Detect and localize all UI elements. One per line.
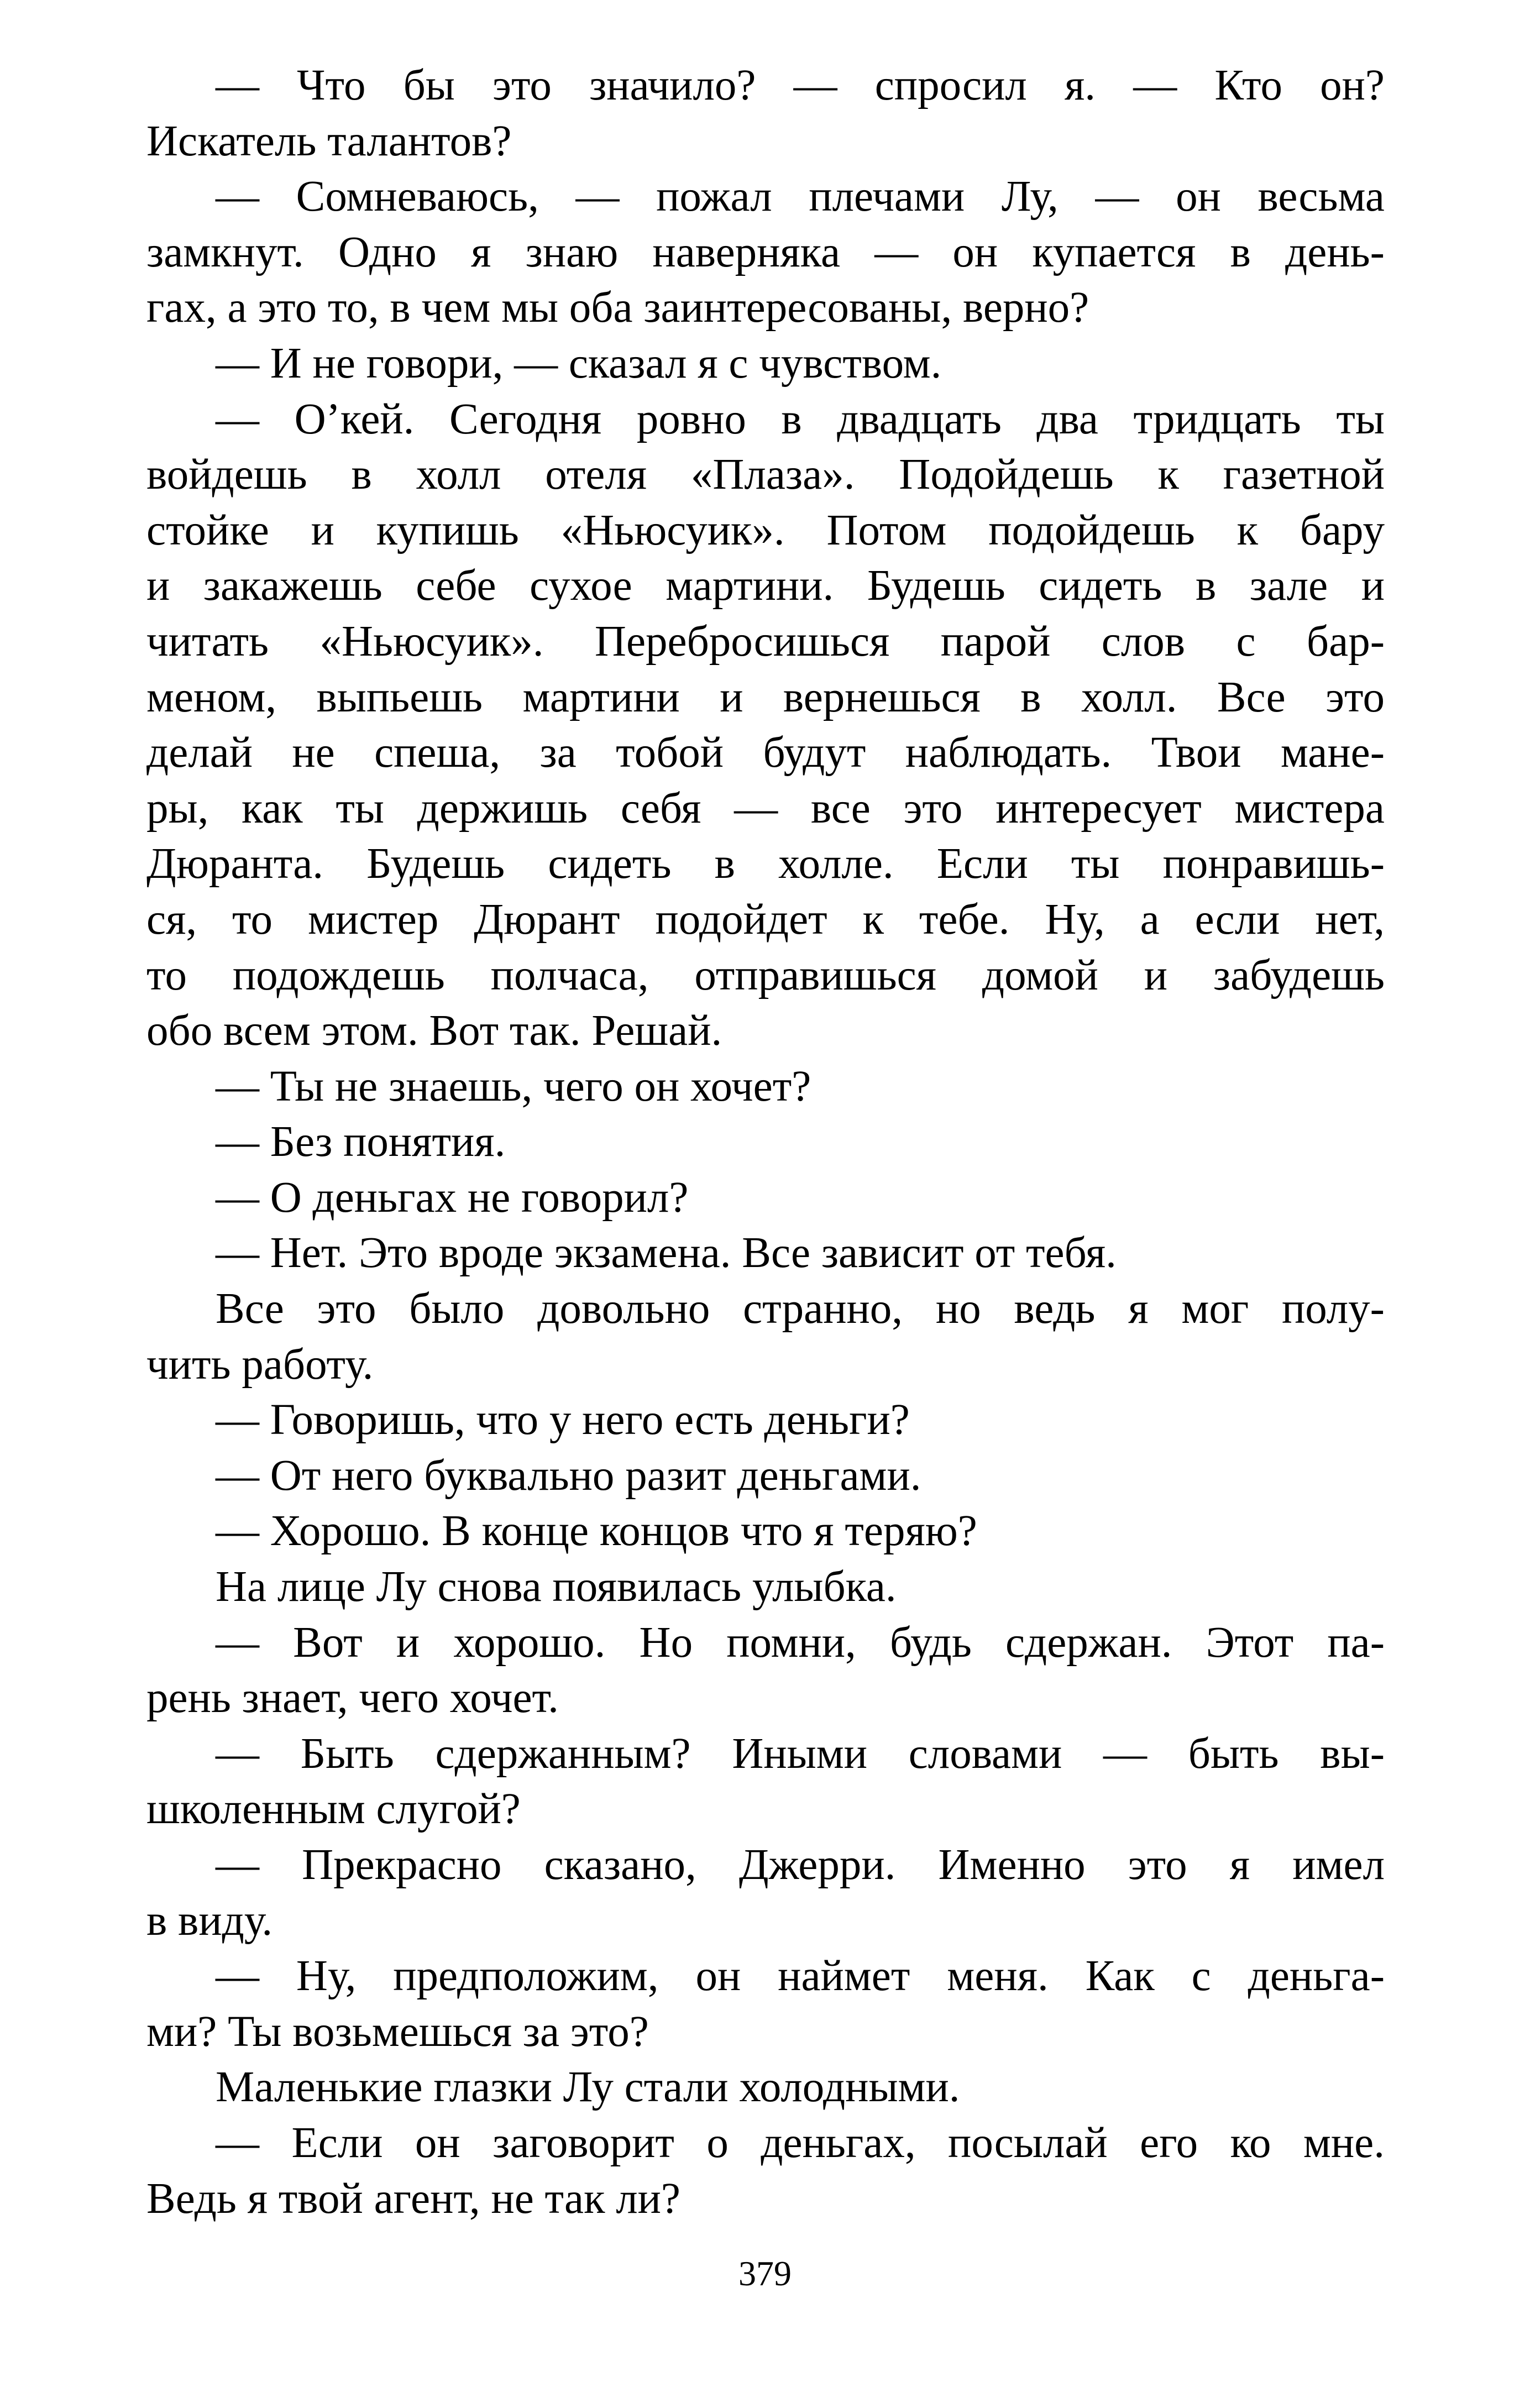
- text-line: — Быть сдержанным? Иными словами — быть вы-: [216, 1729, 1385, 1778]
- text-line: в виду.: [146, 1896, 273, 1945]
- text-line: — О’кей. Сегодня ровно в двадцать два тридцать ты: [216, 395, 1385, 443]
- text-line: — Говоришь, что у него есть деньги?: [216, 1396, 910, 1444]
- text-line: — Нет. Это вроде экзамена. Все зависит от тебя.: [216, 1229, 1117, 1278]
- text-line: читать «Ньюсуик». Перебросишься парой слов с бар-: [146, 617, 1385, 666]
- text-line: — Ну, предположим, он наймет меня. Как с деньга-: [216, 1952, 1385, 2001]
- text-line: и закажешь себе сухое мартини. Будешь сидеть в зале и: [146, 562, 1385, 610]
- text-line: — Прекрасно сказано, Джерри. Именно это я имел: [216, 1841, 1385, 1889]
- text-line: На лице Лу снова появилась улыбка.: [216, 1563, 897, 1611]
- text-line: Дюранта. Будешь сидеть в холле. Если ты понравишь-: [146, 840, 1385, 888]
- text-line: ры, как ты держишь себя — все это интересует мистера: [146, 784, 1385, 833]
- text-line: — Ты не знаешь, чего он хочет?: [216, 1062, 811, 1111]
- text-line: — О деньгах не говорил?: [216, 1173, 689, 1222]
- text-line: гах, а это то, в чем мы оба заинтересованы, верно?: [146, 284, 1089, 332]
- text-line: войдешь в холл отеля «Плаза». Подойдешь к газетной: [146, 451, 1385, 499]
- text-line: школенным слугой?: [146, 1785, 521, 1834]
- text-line: Все это было довольно странно, но ведь я мог полу-: [216, 1285, 1385, 1333]
- text-line: Искатель талантов?: [146, 117, 512, 165]
- text-line: замкнут. Одно я знаю наверняка — он купается в день-: [146, 228, 1385, 276]
- text-line: рень знает, чего хочет.: [146, 1674, 559, 1723]
- page-number: 379: [738, 2254, 792, 2293]
- text-line: делай не спеша, за тобой будут наблюдать. Твои мане-: [146, 729, 1385, 777]
- text-line: Маленькие глазки Лу стали холодными.: [216, 2063, 960, 2112]
- text-line: — Если он заговорит о деньгах, посылай его ко мне.: [216, 2118, 1385, 2167]
- text-line: стойке и купишь «Ньюсуик». Потом подойдешь к бару: [146, 506, 1385, 554]
- text-line: ми? Ты возьмешься за это?: [146, 2007, 649, 2056]
- text-line: меном, выпьешь мартини и вернешься в холл. Все это: [146, 673, 1385, 721]
- text-line: ся, то мистер Дюрант подойдет к тебе. Ну, а если нет,: [146, 895, 1385, 944]
- text-line: — Вот и хорошо. Но помни, будь сдержан. Этот па-: [216, 1618, 1385, 1667]
- text-line: чить работу.: [146, 1340, 374, 1389]
- body-text: [146, 58, 1385, 2227]
- text-line: — И не говори, — сказал я с чувством.: [216, 339, 942, 388]
- text-line: Ведь я твой агент, не так ли?: [146, 2174, 680, 2223]
- text-line: — Хорошо. В конце концов что я теряю?: [216, 1507, 977, 1556]
- text-line: — Что бы это значило? — спросил я. — Кто он?: [216, 61, 1385, 109]
- text-line: — От него буквально разит деньгами.: [216, 1451, 921, 1500]
- text-line: то подождешь полчаса, отправишься домой и забудешь: [146, 951, 1385, 999]
- text-line: обо всем этом. Вот так. Решай.: [146, 1007, 722, 1055]
- text-line: — Сомневаюсь, — пожал плечами Лу, — он весьма: [216, 172, 1385, 221]
- text-line: — Без понятия.: [216, 1118, 506, 1166]
